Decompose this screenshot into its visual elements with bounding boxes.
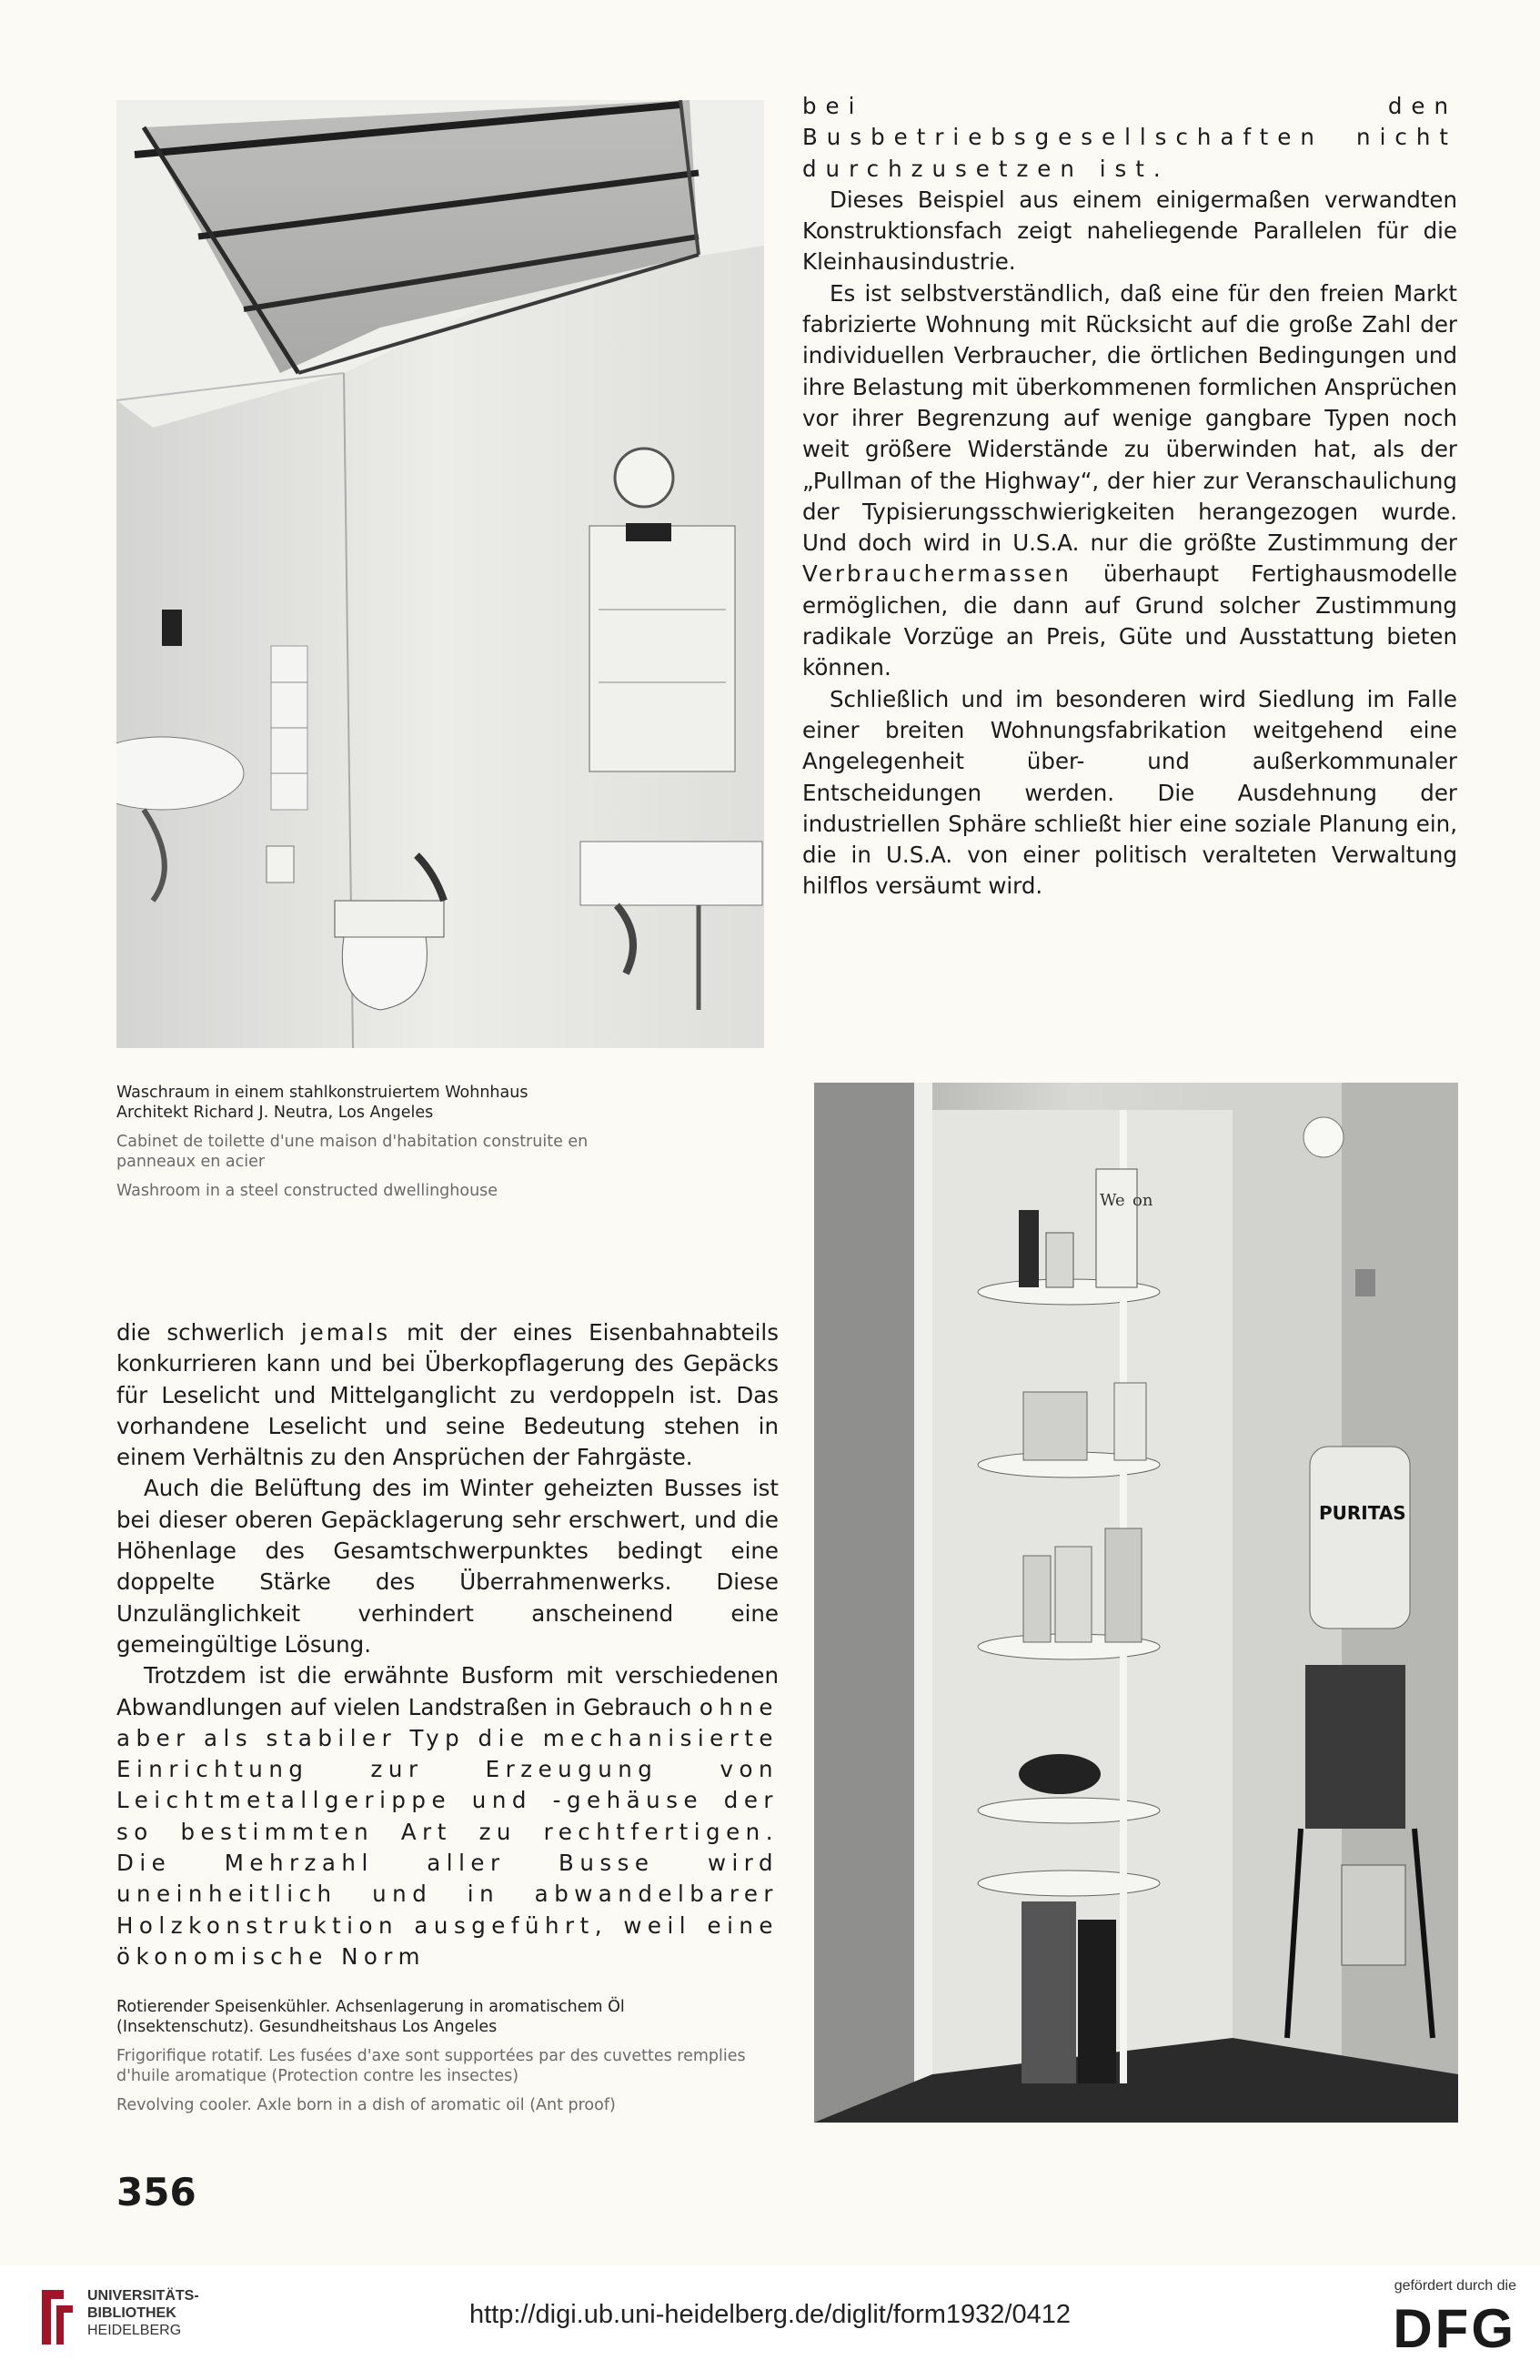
caption-french: Frigorifique rotatif. Les fusées d'axe sont supportées par des cuvettes remplies d'huile aromatique (Protection contre les insectes) (116, 2047, 746, 2085)
paragraph: bei den Busbetriebsgesellschaften nicht durchzusetzen ist. (802, 93, 1457, 182)
page-number: 356 (116, 2170, 196, 2214)
paragraph: Es ist selbstverständlich, daß eine für den freien Markt fabrizierte Wohnung mit Rücksicht auf die große Zahl der individuellen Verbraucher, die örtlichen Bedingungen und ihre Belastung mit überkommenen formlichen Ansprüchen vor ihrer Begrenzung auf wenige gangbare Typen noch weit größere Widerstände zu überwinden hat, als der „Pullman of the Highway“, der hier zur Veranschaulichung der Typisierungsschwierigkeiten herangezogen wurde. Und doch wird in U.S.A. nur die größte Zustimmung der Verbrauchermassen überhaupt Fertighausmodelle ermöglichen, die dann auf Grund solcher Zustimmung radikale Vorzüge an Preis, Güte und Ausstattung bieten können. (802, 279, 1457, 681)
cooler-caption (116, 1997, 753, 2115)
footer (0, 2265, 1540, 2380)
sponsor-label: gefördert durch die (1394, 2278, 1516, 2294)
right-column-text (802, 91, 1457, 903)
caption-german: Rotierender Speisenkühler. Achsenlagerung in aromatischem Öl (Insektenschutz). Gesundheitshaus Los Angeles (116, 1998, 625, 2036)
source-url-link[interactable]: http://digi.ub.uni-heidelberg.de/diglit/form1932/0412 (468, 2300, 1071, 2329)
paragraph: Trotzdem ist die erwähnte Busform mit verschiedenen Abwandlungen auf vielen Landstraßen in Gebrauch ohne aber als stabiler Typ die mechanisierte Einrichtung zur Erzeugung von Leichtmetallgerippe und -gehäuse der so bestimmten Art zu rechtfertigen. Die Mehrzahl aller Busse wird uneinheitlich und in abwandelbarer Holzkonstruktion ausgeführt, weil eine ökonomische Norm (116, 1662, 779, 1970)
washroom-photo (116, 100, 764, 1048)
caption-english: Washroom in a steel constructed dwellinghouse (116, 1182, 498, 1200)
caption-english: Revolving cooler. Axle born in a dish of aromatic oil (Ant proof) (116, 2096, 616, 2114)
paragraph: Dieses Beispiel aus einem einigermaßen verwandten Konstruktionsfach zeigt naheliegende Parallelen für die Kleinhausindustrie. (802, 186, 1457, 276)
university-library-name: UNIVERSITÄTS- BIBLIOTHEK HEIDELBERG (87, 2288, 199, 2338)
revolving-cooler-photo (814, 1083, 1458, 2123)
can-label: We (1100, 1191, 1125, 1210)
dfg-logo: DFG (1393, 2298, 1516, 2359)
paragraph: Schließlich und im besonderen wird Siedlung im Falle einer breiten Wohnungsfabrikation weitgehend eine Angelegenheit über- und außerkommunaler Entscheidungen werden. Die Ausdehnung der industriellen Sphäre schließt hier eine soziale Planung ein, die in U.S.A. von einer politisch veralteten Verwaltung hilflos versäumt wird. (802, 685, 1457, 900)
washroom-caption (116, 1083, 644, 1201)
caption-french: Cabinet de toilette d'une maison d'habitation construite en panneaux en acier (116, 1133, 589, 1171)
paragraph: Auch die Belüftung des im Winter geheizten Busses ist bei dieser oberen Gepäcklagerung sehr erschwert, und die Höhenlage des Gesamtschwerpunktes bedingt eine doppelte Stärke des Überrahmenwerks. Diese Unzulänglichkeit verhindert anscheinend eine gemeingültige Lösung. (116, 1475, 779, 1658)
can-label-2: on (1132, 1191, 1153, 1210)
left-column-text (116, 1317, 779, 1972)
paragraph: die schwerlich jemals mit der eines Eisenbahnabteils konkurrieren kann und bei Überkopflagerung des Gepäcks für Leselicht und Mittelganglicht zu verdoppeln ist. Das vorhandene Leselicht und seine Bedeutung stehen in einem Verhältnis zu den Ansprüchen der Fahrgäste. (116, 1319, 779, 1471)
bottle-label: PURITAS (1319, 1502, 1406, 1524)
caption-german: Waschraum in einem stahlkonstruiertem Wohnhaus Architekt Richard J. Neutra, Los Angeles (116, 1084, 528, 1122)
